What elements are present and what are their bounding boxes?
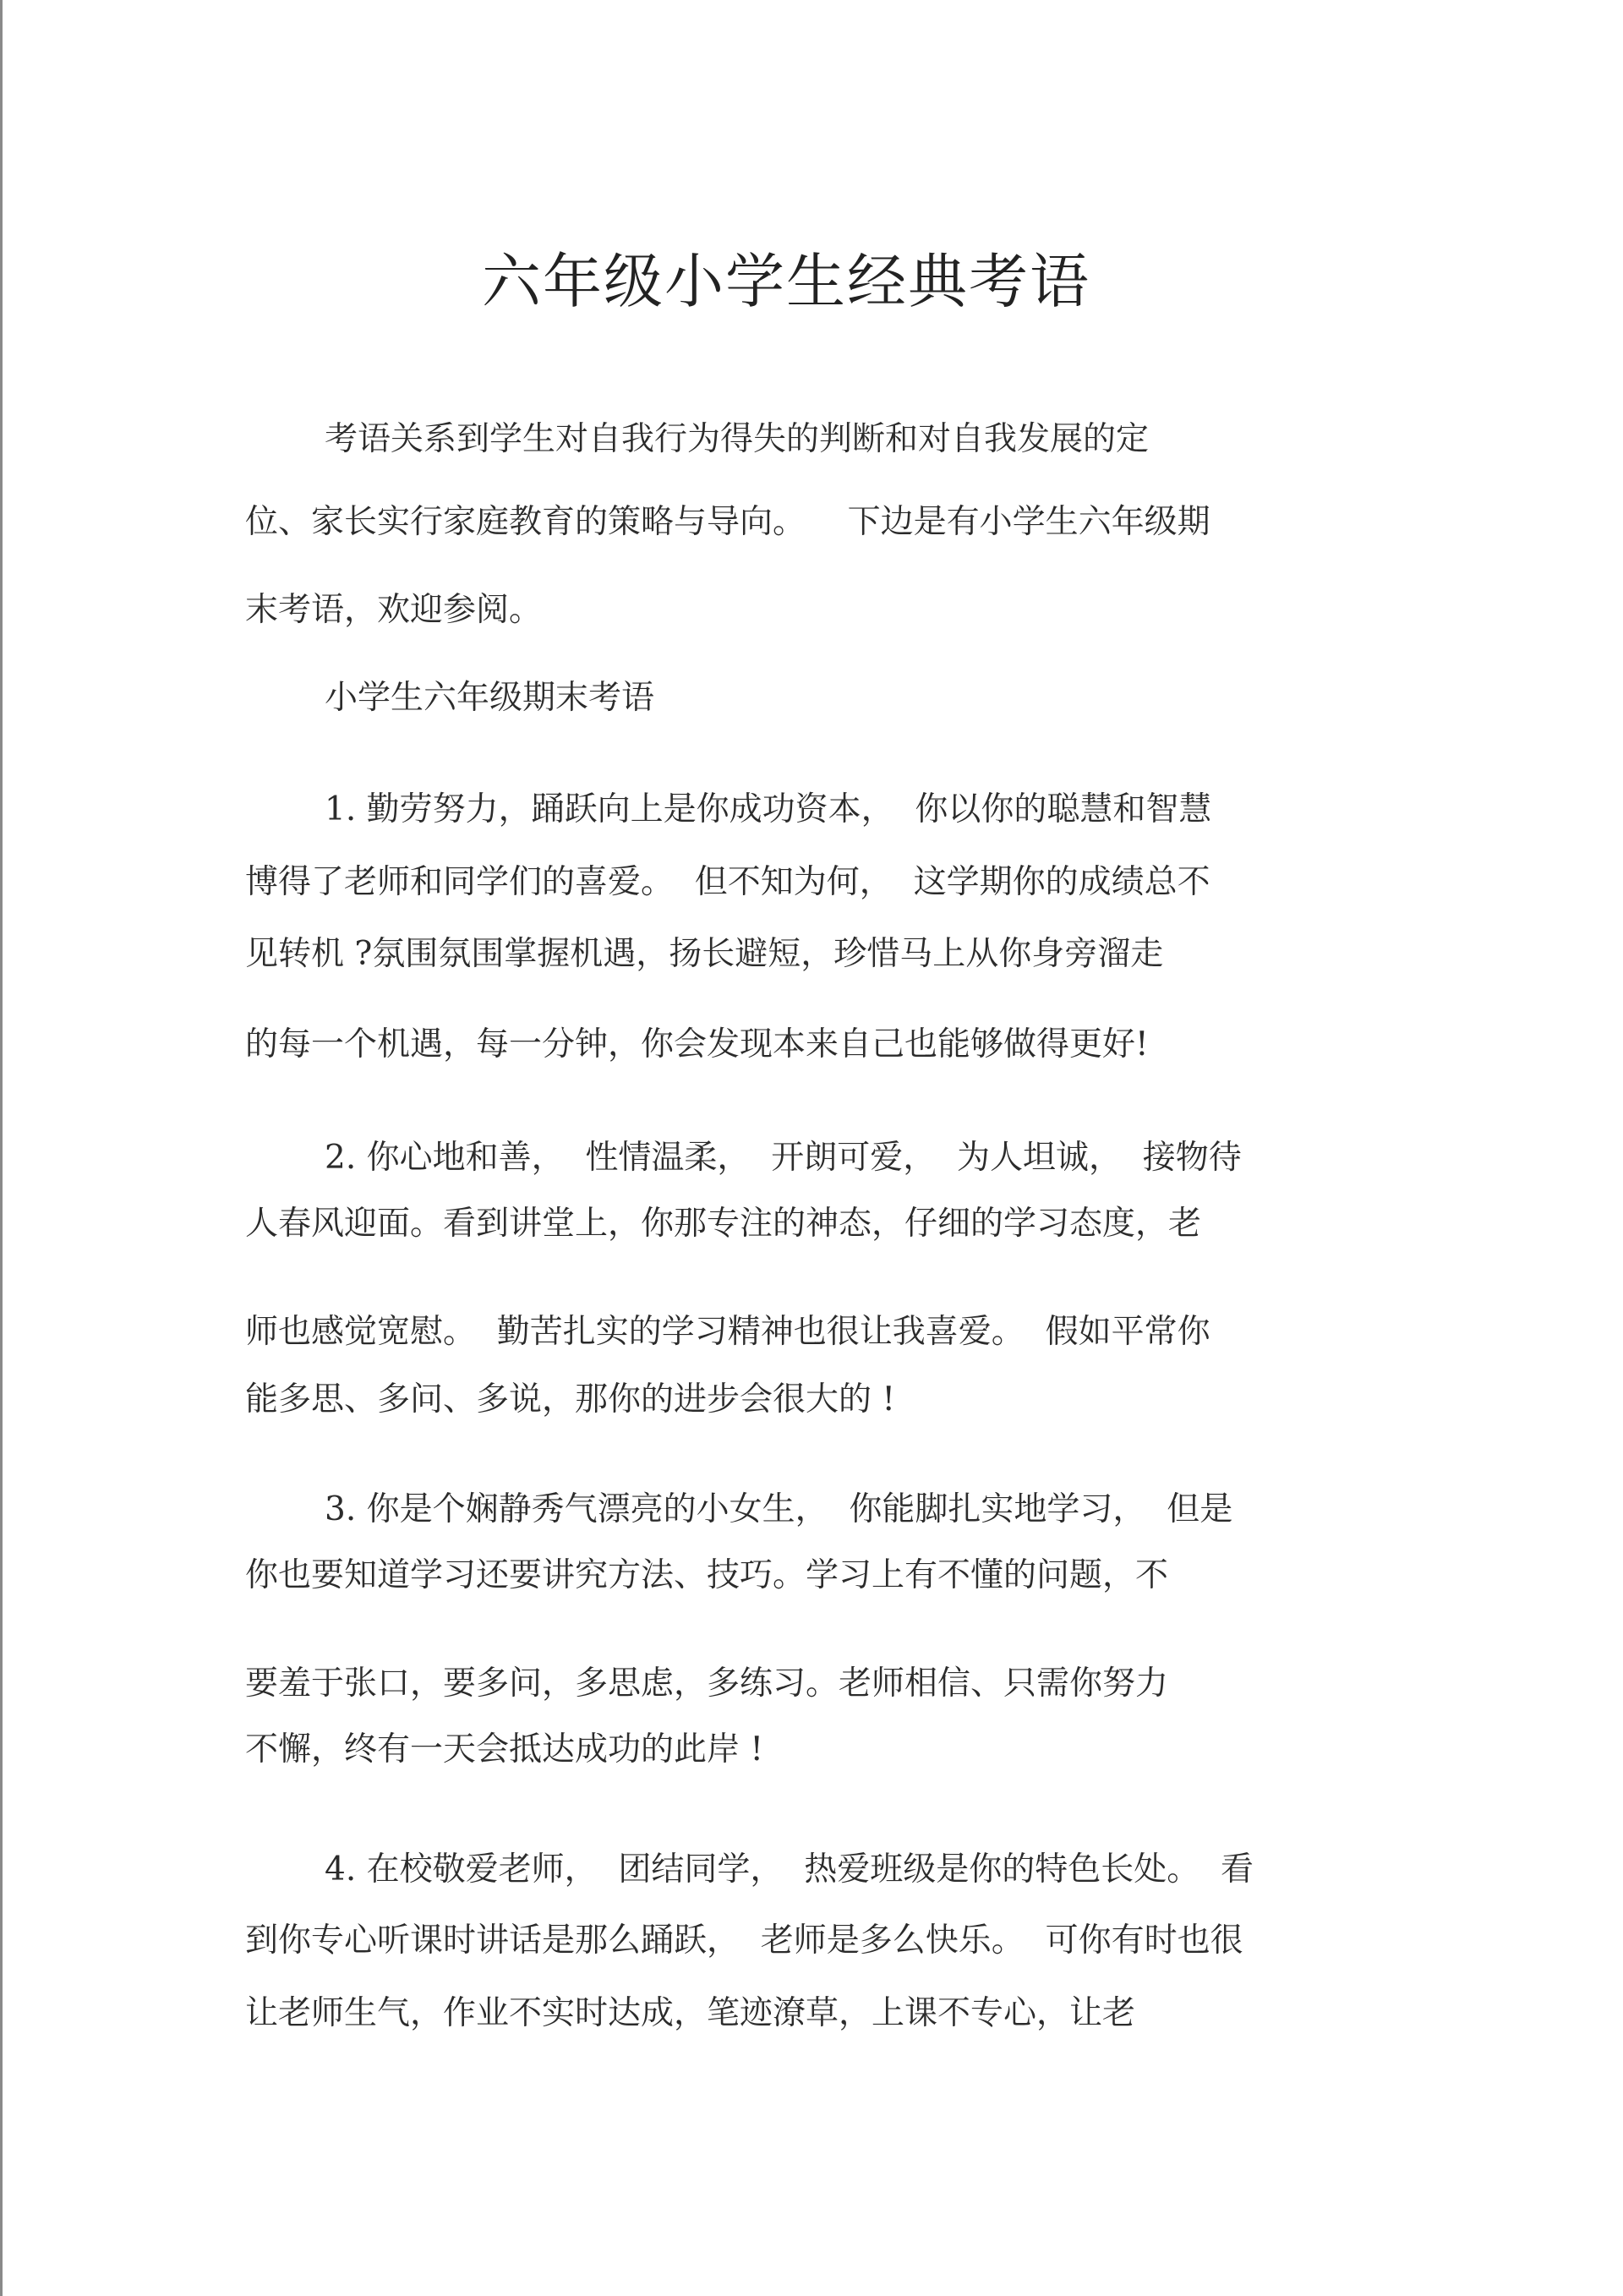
paragraph-intro-line-3: 末考语，欢迎参阅。 (245, 591, 543, 629)
comment-4-line-1: 4. 在校敬爱老师， 团结同学， 热爱班级是你的特色长处。 看 (325, 1850, 1254, 1889)
comment-3-line-1: 3. 你是个娴静秀气漂亮的小女生， 你能脚扎实地学习， 但是 (325, 1490, 1233, 1528)
comment-1-line-1: 1. 勤劳努力，踊跃向上是你成功资本， 你以你的聪慧和智慧 (325, 790, 1212, 828)
comment-3-line-4: 不懈，终有一天会抵达成功的此岸 ! (245, 1730, 764, 1768)
comment-4-line-2: 到你专心听课时讲话是那么踊跃， 老师是多么快乐。 可你有时也很 (245, 1922, 1243, 1960)
section-heading: 小学生六年级期末考语 (325, 679, 655, 717)
comment-1-line-4: 的每一个机遇，每一分钟，你会发现本来自己也能够做得更好! (245, 1025, 1149, 1063)
comment-3-line-2: 你也要知道学习还要讲究方法、技巧。学习上有不懂的问题，不 (245, 1556, 1169, 1594)
comment-1-line-3: 见转机 ?氛围氛围掌握机遇，扬长避短，珍惜马上从你身旁溜走 (245, 935, 1164, 973)
page-edge (0, 0, 3, 2296)
comment-2-line-4: 能多思、多问、多说，那你的进步会很大的 ! (245, 1380, 896, 1419)
comment-3-line-3: 要羞于张口，要多问，多思虑，多练习。老师相信、只需你努力 (245, 1665, 1169, 1703)
comment-1-line-2: 博得了老师和同学们的喜爱。 但不知为何， 这学期你的成绩总不 (245, 863, 1210, 901)
paragraph-intro-line-2: 位、家长实行家庭教育的策略与导向。 下边是有小学生六年级期 (245, 503, 1210, 541)
comment-2-line-2: 人春风迎面。看到讲堂上，你那专注的神态，仔细的学习态度，老 (245, 1205, 1202, 1243)
paragraph-intro-line-1: 考语关系到学生对自我行为得失的判断和对自我发展的定 (325, 420, 1150, 458)
comment-2-line-3: 师也感觉宽慰。 勤苦扎实的学习精神也很让我喜爱。 假如平常你 (245, 1313, 1210, 1351)
comment-2-line-1: 2. 你心地和善， 性情温柔， 开朗可爱， 为人坦诚， 接物待 (325, 1139, 1242, 1177)
page-title: 六年级小学生经典考语 (482, 247, 1090, 316)
comment-4-line-3: 让老师生气，作业不实时达成，笔迹潦草，上课不专心，让老 (245, 1994, 1136, 2032)
